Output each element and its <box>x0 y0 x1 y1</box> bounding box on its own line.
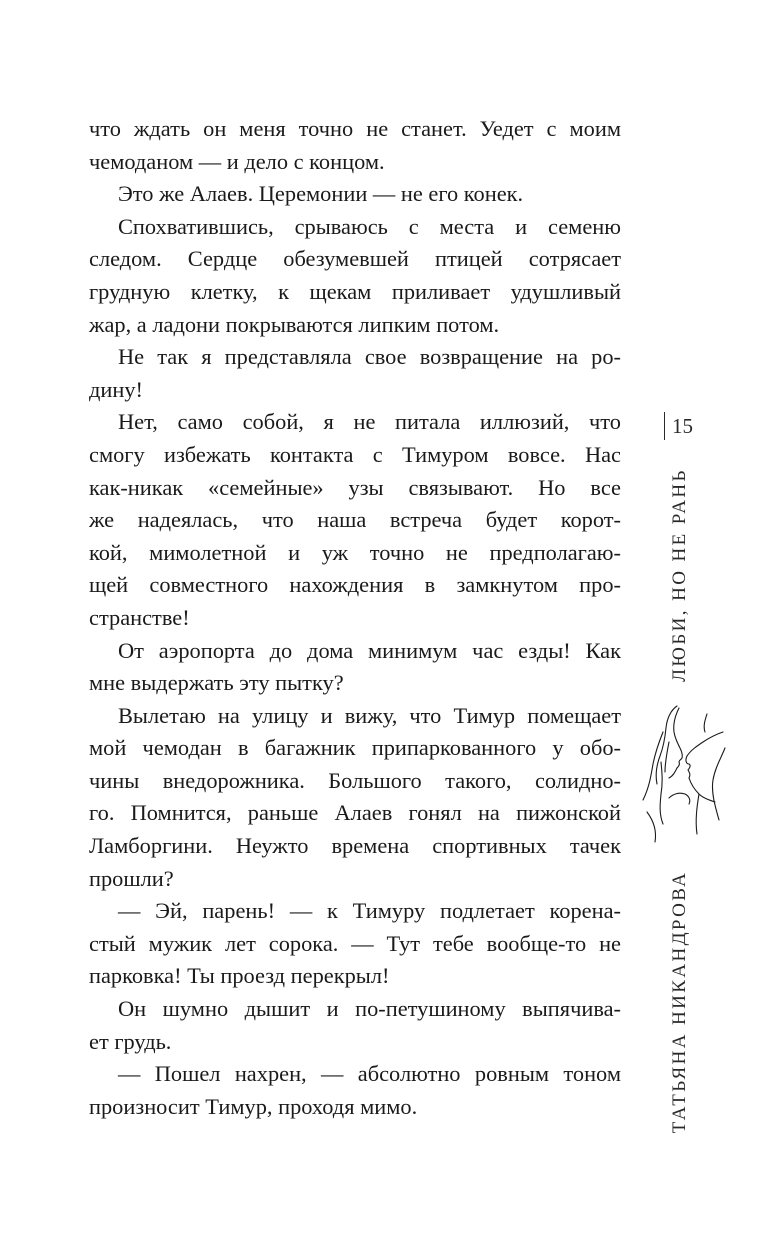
running-title: ЛЮБИ, НО НЕ РАНЬ <box>669 468 690 682</box>
text-line: смогу избежать контакта с Тимуром вовсе. Нас <box>89 441 621 467</box>
text-line: Нет, само собой, я не питала иллюзий, что <box>118 409 621 435</box>
text-line: парковка! Ты проезд перекрыл! <box>89 963 390 989</box>
text-line: стый мужик лет сорока. — Тут тебе вообще-то не <box>89 930 621 956</box>
text-line: Он шумно дышит и по-петушиному выпячива- <box>118 996 621 1022</box>
text-line: ет грудь. <box>89 1028 172 1054</box>
text-line: мой чемодан в багажник припаркованного у обо- <box>89 735 621 761</box>
text-line: От аэропорта до дома минимум час езды! Как <box>118 637 621 663</box>
text-line: произносит Тимур, проходя мимо. <box>89 1093 418 1119</box>
text-line: Вылетаю на улицу и вижу, что Тимур помещает <box>118 702 621 728</box>
text-line: го. Помнится, раньше Алаев гонял на пижонской <box>89 800 621 826</box>
text-line: — Эй, парень! — к Тимуру подлетает корена- <box>118 898 621 924</box>
text-line: чемоданом — и дело с концом. <box>89 148 385 174</box>
text-line: жар, а ладони покрываются липким потом. <box>89 311 500 337</box>
text-line: Ламборгини. Неужто времена спортивных тачек <box>89 833 621 859</box>
text-line: мне выдержать эту пытку? <box>89 670 344 696</box>
page-number: 15 <box>664 412 696 440</box>
text-line: как-никак «семейные» узы связывают. Но все <box>89 474 621 500</box>
text-line: — Пошел нахрен, — абсолютно ровным тоном <box>118 1061 621 1087</box>
text-line: Спохватившись, срываюсь с места и семеню <box>118 213 621 239</box>
running-author: ТАТЬЯНА НИКАНДРОВА <box>669 870 690 1134</box>
text-line: что ждать он меня точно не станет. Уедет с моим <box>89 116 621 141</box>
body-text <box>89 113 621 1123</box>
text-line: кой, мимолетной и уж точно не предполагаю- <box>89 539 621 565</box>
text-line: Не так я представляла свое возвращение на ро- <box>118 344 621 370</box>
couple-line-drawing-icon <box>633 702 729 852</box>
text-line: странстве! <box>89 604 190 630</box>
text-line: Это же Алаев. Церемонии — не его конек. <box>118 181 524 207</box>
text-line: прошли? <box>89 865 174 891</box>
text-line: следом. Сердце обезумевшей птицей сотрясает <box>89 246 621 272</box>
text-line: грудную клетку, к щекам приливает удушливый <box>89 278 621 304</box>
text-line: щей совместного нахождения в замкнутом про- <box>89 572 621 598</box>
text-line: чины внедорожника. Большого такого, солидно- <box>89 767 621 793</box>
text-line: дину! <box>89 376 144 402</box>
text-line: же надеялась, что наша встреча будет корот- <box>89 507 621 533</box>
